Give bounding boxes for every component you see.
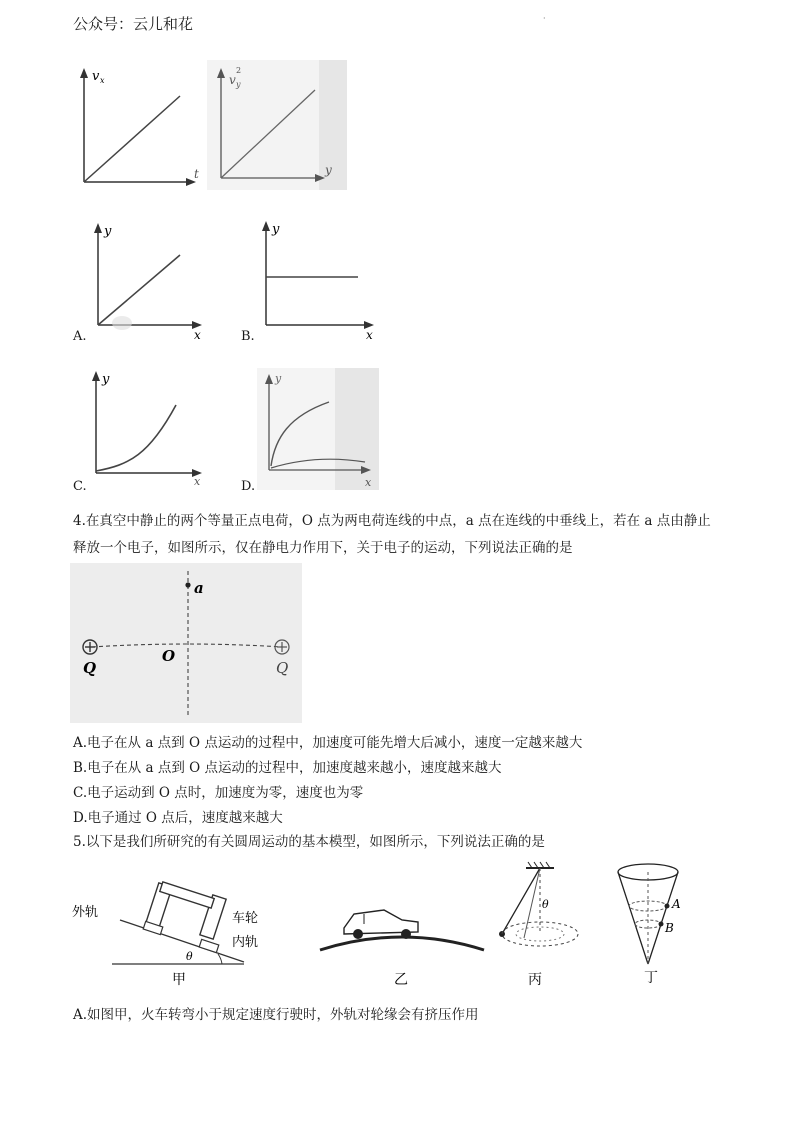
graph-line [98, 255, 180, 325]
graph-line [84, 96, 180, 182]
option-c-label: C. [73, 479, 87, 494]
y-label: y [272, 222, 280, 237]
y-axis-arrow [80, 68, 88, 78]
label-inner-rail: 内轨 [232, 935, 259, 950]
option-d-label: D. [241, 479, 256, 494]
x-label: y [325, 163, 332, 177]
arch-bridge [320, 937, 484, 950]
point-a [185, 582, 190, 587]
caption-jia: 甲 [172, 972, 186, 988]
source-header: 公众号：云儿和花 [73, 15, 194, 33]
scan-shadow [319, 60, 347, 190]
q4-option-d: D.电子通过 O 点后，速度越来越大 [73, 810, 283, 826]
x-label: x [365, 476, 372, 489]
y-sup: 2 [236, 66, 242, 75]
y-label: v [229, 73, 236, 87]
y-sub: x [100, 76, 105, 85]
graph-vx-t [70, 60, 210, 190]
q4-option-a: A.电子在从 a 点到 O 点运动的过程中，加速度可能先增大后减小，速度一定越来越大 [73, 735, 583, 751]
graph-vy2-y [207, 60, 347, 190]
model-ding [618, 864, 681, 986]
model-jia [72, 882, 258, 988]
orbit [502, 922, 578, 946]
model-bing [499, 862, 578, 988]
x-label: t [194, 167, 199, 181]
option-b-label: B. [241, 329, 255, 344]
y-label: y [275, 372, 282, 385]
caption-yi: 乙 [394, 972, 408, 988]
q5-stem: 5.以下是我们所研究的有关圆周运动的基本模型，如图所示，下列说法正确的是 [73, 834, 545, 850]
x-label: x [194, 475, 201, 488]
string [502, 868, 540, 934]
car-wheel-front [353, 929, 363, 939]
label-b: B [665, 921, 674, 935]
scan-blot [112, 316, 132, 330]
caption-bing: 丙 [528, 972, 542, 988]
q4-stem-line2: 释放一个电子，如图所示，仅在静电力作用下，关于电子的运动，下列说法正确的是 [73, 540, 573, 556]
option-a-graph [84, 215, 214, 345]
x-label: x [366, 328, 373, 342]
q4-stem-line1: 4.在真空中静止的两个等量正点电荷，O 点为两电荷连线的中点，a 点在连线的中垂线上，若在 a 点由静止 [73, 513, 711, 529]
label-o: O [162, 647, 176, 665]
q4-option-c: C.电子运动到 O 点时，加速度为零，速度也为零 [73, 785, 364, 801]
incline [120, 920, 244, 962]
y-label: y [102, 372, 110, 387]
stray-mark: · [543, 14, 546, 23]
option-a-label: A. [73, 329, 87, 344]
model-yi [320, 910, 484, 988]
y-label: v [92, 69, 100, 84]
inner-rail [199, 939, 219, 952]
label-q-right: Q [276, 659, 289, 677]
scan-shadow [335, 368, 379, 490]
option-c-graph [84, 365, 214, 490]
caption-ding: 丁 [644, 970, 658, 986]
label-q-left: Q [83, 659, 97, 677]
bob [499, 931, 505, 937]
x-label: x [194, 328, 201, 342]
graph-curve [96, 405, 176, 471]
option-b-graph [252, 213, 382, 343]
label-a: a [194, 579, 204, 597]
q5-models-figure [72, 858, 712, 988]
label-theta: θ [542, 898, 549, 911]
label-a: A [672, 897, 681, 911]
option-d-graph [257, 368, 379, 490]
car-wheel-back [401, 929, 411, 939]
q4-charge-figure [70, 563, 302, 723]
y-sub: y [236, 80, 241, 89]
y-label: y [104, 224, 112, 239]
label-theta: θ [186, 950, 193, 963]
label-outer-rail: 外轨 [72, 905, 99, 920]
q5-option-a: A.如图甲，火车转弯小于规定速度行驶时，外轨对轮缘会有挤压作用 [73, 1007, 479, 1023]
q4-option-b: B.电子在从 a 点到 O 点运动的过程中，加速度越来越小，速度越来越大 [73, 760, 502, 776]
label-wheel: 车轮 [232, 911, 259, 926]
